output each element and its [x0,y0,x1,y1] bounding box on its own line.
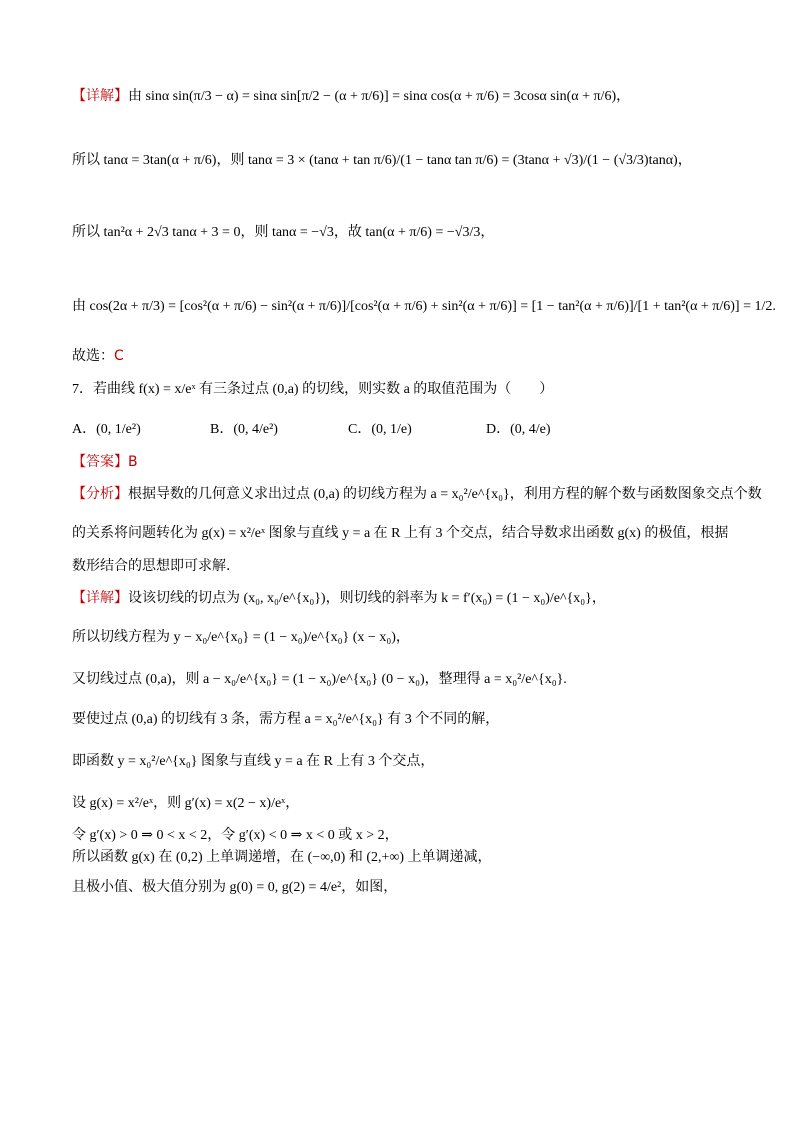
detail-text: 设该切线的切点为 (x₀, x₀/e^{x₀})，则切线的斜率为 k = f′(x₀) = (1 − x₀)/e^{x₀}， [128,591,606,606]
equation-line: 所以 tan²α + 2√3 tanα + 3 = 0，则 tanα = −√3，故 tan(α + π/6) = −√3/3， [72,225,495,240]
detail-q7-line-8: 所以函数 g(x) 在 (0,2) 上单调递增，在 (−∞,0) 和 (2,+∞) 上单调递减， [72,850,492,865]
option-value: (0, 4/e²) [233,422,278,437]
equation-line: 由 cos(2α + π/3) = [cos²(α + π/6) − sin²(α + π/6)]/[cos²(α + π/6) + sin²(α + π/6)] = [1 − tan²(α + π/6)]/[1 + tan²(α + π/6)] = 1/2. [72,299,776,314]
equation-line: 由 sinα sin(π/3 − α) = sinα sin[π/2 − (α + π/6)] = sinα cos(α + π/6) = 3cosα sin(α + π/6)， [128,89,631,104]
analysis-line-1 [72,484,762,505]
choose-value: C [114,348,124,364]
choose-line [72,346,734,366]
detail-q7-line-5: 即函数 y = x₀²/e^{x₀} 图象与直线 y = a 在 R 上有 3 个交点， [72,754,435,769]
equation-line: 所以 tanα = 3tan(α + π/6)，则 tanα = 3 × (tanα + tan π/6)/(1 − tanα tan π/6) = (3tanα + √3)/(1 − (√3/3)tanα)， [72,153,692,168]
detail-line-4 [72,296,776,317]
option-a[interactable] [72,420,141,440]
analysis-line-2: 的关系将问题转化为 g(x) = x²/eˣ 图象与直线 y = a 在 R 上有 3 个交点，结合导数求出函数 g(x) 的极值，根据 [72,526,729,541]
detail-tag: 【详解】 [72,590,128,606]
detail-q7-line-1 [72,588,734,609]
detail-q7-line-4: 要使过点 (0,a) 的切线有 3 条，需方程 a = x₀²/e^{x₀} 有 3 个不同的解， [72,712,500,727]
answer-tag: 【答案】 [72,454,128,470]
choose-label: 故选： [72,348,114,364]
detail-line-3 [72,222,734,243]
detail-q7-line-2: 所以切线方程为 y − x₀/e^{x₀} = (1 − x₀)/e^{x₀} (x − x₀)， [72,630,410,645]
option-value: (0, 1/e²) [96,422,141,437]
detail-q7-line-6: 设 g(x) = x²/eˣ，则 g′(x) = x(2 − x)/eˣ， [72,796,300,811]
analysis-text: 根据导数的几何意义求出过点 (0,a) 的切线方程为 a = x₀²/e^{x₀}，利用方程的解个数与函数图象交点个数 [128,487,762,502]
answer-value: B [128,454,138,470]
detail-q7-line-3: 又切线过点 (0,a)，则 a − x₀/e^{x₀} = (1 − x₀)/e^{x₀} (0 − x₀)，整理得 a = x₀²/e^{x₀}. [72,672,567,687]
detail-q7-line-9: 且极小值、极大值分别为 g(0) = 0, g(2) = 4/e²，如图， [72,880,398,895]
option-label: D． [486,422,511,437]
answer-line [72,452,734,472]
option-d[interactable] [486,420,551,440]
analysis-tag: 【分析】 [72,486,128,502]
option-b[interactable] [210,420,278,440]
detail-tag: 【详解】 [72,88,128,104]
detail-q7-line-7: 令 g′(x) > 0 ⇒ 0 < x < 2，令 g′(x) < 0 ⇒ x < 0 或 x > 2， [72,828,399,843]
analysis-line-3: 数形结合的思想即可求解. [72,558,231,574]
detail-line-1 [72,86,734,107]
option-label: A． [72,422,97,437]
option-label: B． [210,422,234,437]
option-value: (0, 4/e) [510,422,551,437]
question-7-stem: 7．若曲线 f(x) = x/eˣ 有三条过点 (0,a) 的切线，则实数 a 的取值范围为（ ） [72,382,554,397]
option-value: (0, 1/e) [371,422,412,437]
detail-line-2 [72,150,734,171]
option-c[interactable] [348,420,412,440]
option-label: C． [348,422,372,437]
